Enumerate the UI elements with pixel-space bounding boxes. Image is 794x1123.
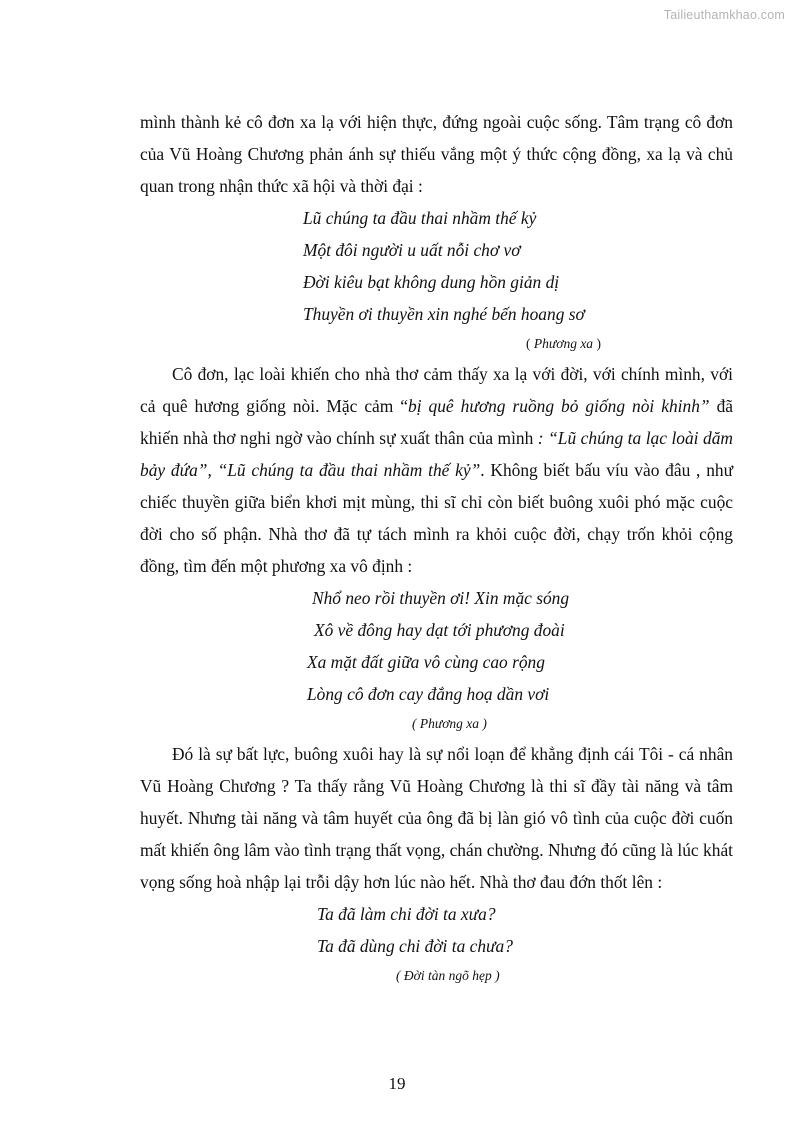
source-title: Phương xa — [533, 336, 594, 351]
verse-line: Đời kiêu bạt không dung hồn giản dị — [303, 272, 560, 292]
source-citation-1: ( Phương xa ) — [526, 336, 601, 351]
page-number: 19 — [388, 1074, 406, 1093]
verse-line: Một đôi người u uất nỗi chơ vơ — [303, 240, 521, 260]
paragraph-2-text-b: đã khiến nhà thơ nghi ngờ vào chính sự xuất thân của mình — [140, 396, 733, 448]
verse-line: Ta đã làm chi đời ta xưa? — [317, 904, 496, 924]
document-body — [140, 106, 733, 990]
paragraph-3: Đó là sự bất lực, buông xuôi hay là sự nổi loạn để khẳng định cái Tôi - cá nhân Vũ Hoàng Chương ? Ta thấy rằng Vũ Hoàng Chương là thi sĩ đầy tài năng và tâm huyết. Nhưng tài năng và tâm huyết của ông đã bị làn gió vô tình của cuộc đời cuốn mất khiến ông lâm vào tình trạng thất vọng, chán chường. Nhưng đó cũng là lúc khát vọng sống hoà nhập lại trỗi dậy hơn lúc nào hết. Nhà thơ đau đớn thốt lên : — [140, 744, 733, 892]
source-citation-2: ( Phương xa ) — [412, 716, 487, 731]
verse-line: Nhổ neo rồi thuyền ơi! Xin mặc sóng — [312, 588, 570, 608]
paragraph-1: mình thành kẻ cô đơn xa lạ với hiện thực, đứng ngoài cuộc sống. Tâm trạng cô đơn của Vũ Hoàng Chương phản ánh sự thiếu vắng một ý thức cộng đồng, xa lạ và chủ quan trong nhận thức xã hội và thời đại : — [140, 112, 733, 196]
watermark: Tailieuthamkhao.com — [663, 8, 785, 22]
verse-1 — [140, 202, 733, 330]
paragraph-2-text-a: Cô đơn, lạc loài khiến cho nhà thơ cảm thấy xa lạ với đời, với chính mình, với cả quê hương giống nòi. Mặc cảm “ — [140, 364, 733, 416]
verse-2 — [140, 582, 733, 710]
verse-line: Xa mặt đất giữa vô cùng cao rộng — [307, 652, 545, 672]
verse-line: Thuyền ơi thuyền xin nghé bến hoang sơ — [303, 304, 585, 324]
paragraph-2 — [140, 358, 733, 582]
source-citation-3: ( Đời tàn ngõ hẹp ) — [396, 968, 500, 983]
verse-line: Lòng cô đơn cay đắng hoạ dần vơi — [307, 684, 550, 704]
verse-3 — [140, 898, 733, 962]
paragraph-2-text-c: . Không biết bấu víu vào đâu , như chiếc thuyền giữa biển khơi mịt mùng, thi sĩ chỉ còn biết buông xuôi phó mặc cuộc đời cho số phận. Nhà thơ đã tự tách mình ra khỏi cuộc đời, chạy trốn khỏi cộng đồng, tìm đến một phương xa vô định : — [140, 460, 734, 576]
paragraph-2-quote-a: bị quê hương ruồng bỏ giống nòi khinh” — [408, 396, 710, 416]
verse-line: Ta đã dùng chi đời ta chưa? — [317, 936, 513, 956]
verse-line: Lũ chúng ta đầu thai nhầm thế kỷ — [303, 208, 537, 228]
verse-line: Xô về đông hay dạt tới phương đoài — [314, 620, 565, 640]
paragraph-2-quote-b: : “Lũ chúng ta lạc loài dăm bảy đứa”, “Lũ chúng ta đầu thai nhầm thế kỷ” — [140, 428, 733, 480]
